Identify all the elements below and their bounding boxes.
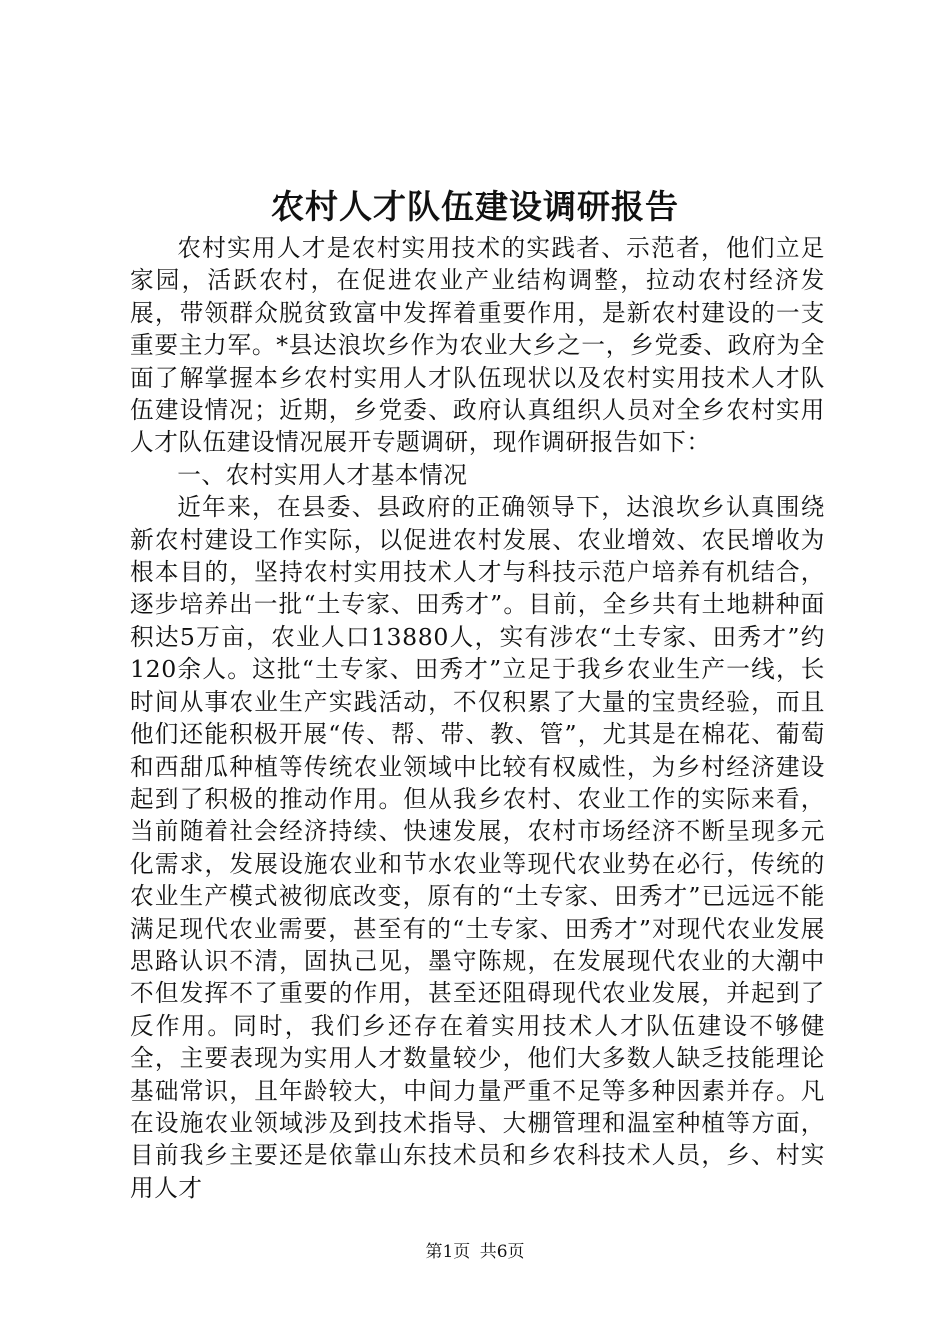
document-body [130, 232, 825, 1204]
document-title: 农村人才队伍建设调研报告 [271, 187, 679, 226]
page-footer [0, 1240, 950, 1264]
section-heading: 一、农村实用人才基本情况 [177, 460, 468, 489]
page-total: 共6页 [479, 1242, 525, 1262]
intro-paragraph: 农村实用人才是农村实用技术的实践者、示范者，他们立足家园，活跃农村，在促进农业产业结构调整，拉动农村经济发展，带领群众脱贫致富中发挥着重要作用，是新农村建设的一支重要主力军。*县达浪坎乡作为农业大乡之一，乡党委、政府为全面了解掌握本乡农村实用人才队伍现状以及农村实用技术人才队伍建设情况；近期，乡党委、政府认真组织人员对全乡农村实用人才队伍建设情况展开专题调研，现作调研报告如下： [130, 234, 825, 457]
section-paragraph: 近年来，在县委、县政府的正确领导下，达浪坎乡认真围绕新农村建设工作实际，以促进农村发展、农业增效、农民增收为根本目的，坚持农村实用技术人才与科技示范户培养有机结合，逐步培养出一批“土专家、田秀才”。目前，全乡共有土地耕种面积达5万亩，农业人口13880人，实有涉农“土专家、田秀才”约120余人。这批“土专家、田秀才”立足于我乡农业生产一线，长时间从事农业生产实践活动，不仅积累了大量的宝贵经验，而且他们还能积极开展“传、帮、带、教、管”，尤其是在棉花、葡萄和西甜瓜种植等传统农业领域中比较有权威性，为乡村经济建设起到了积极的推动作用。但从我乡农村、农业工作的实际来看，当前随着社会经济持续、快速发展，农村市场经济不断呈现多元化需求，发展设施农业和节水农业等现代农业势在必行，传统的农业生产模式被彻底改变，原有的“土专家、田秀才”已远远不能满足现代农业需要，甚至有的“土专家、田秀才”对现代农业发展思路认识不清，固执己见，墨守陈规，在发展现代农业的大潮中不但发挥不了重要的作用，甚至还阻碍现代农业发展，并起到了反作用。同时，我们乡还存在着实用技术人才队伍建设不够健全，主要表现为实用人才数量较少，他们大多数人缺乏技能理论基础常识，且年龄较大，中间力量严重不足等多种因素并存。凡在设施农业领域涉及到技术指导、大棚管理和温室种植等方面，目前我乡主要还是依靠山东技术员和乡农科技术人员，乡、村实用人才 [130, 493, 825, 1202]
page-number: 第1页 [425, 1242, 471, 1262]
